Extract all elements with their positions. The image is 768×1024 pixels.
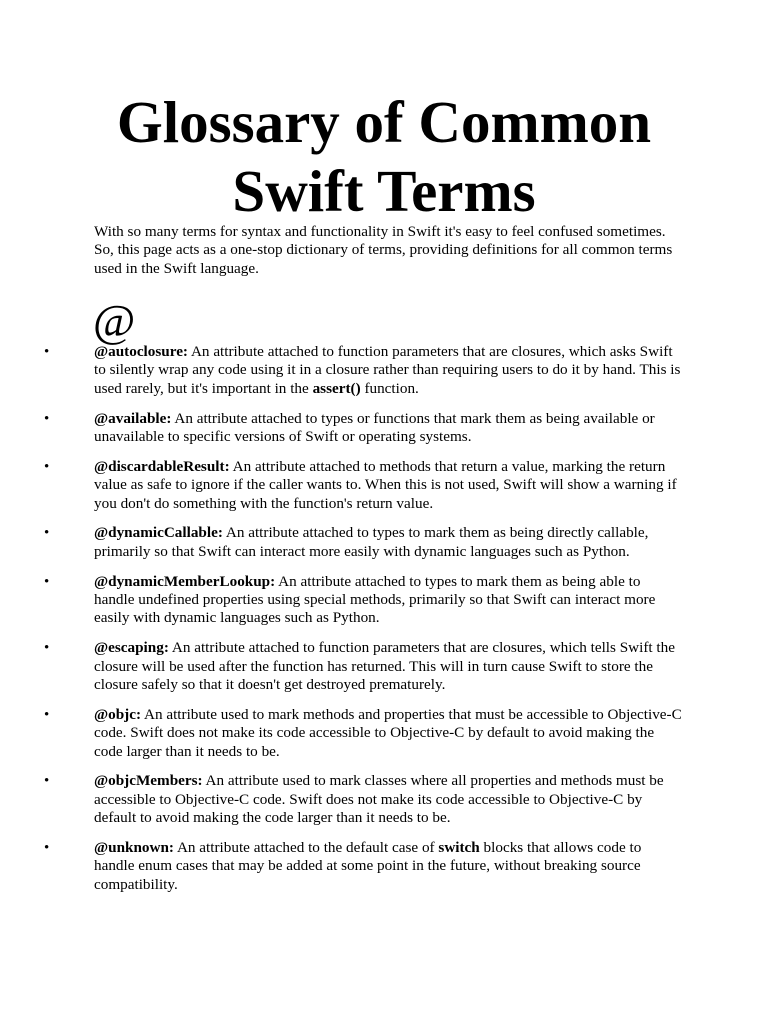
glossary-term: @autoclosure: (94, 343, 188, 360)
intro-paragraph: With so many terms for syntax and functionality in Swift it's easy to feel confused sometimes. So, this page acts as a one-stop dictionary of terms, providing definitions for all common terms used in the Swift language. (94, 223, 673, 277)
glossary-entry-dynamicmemberlookup (0, 573, 684, 628)
glossary-term: @escaping: (94, 639, 169, 657)
glossary-definition: An attribute attached to methods that return a value, marking the return value as safe to ignore if the caller wants to. When this is not used, Swift will show a warning if you don't do something with the function's return value. (94, 457, 677, 512)
glossary-definition-tail: blocks that allows code to handle enum cases that may be added at some point in the future, without breaking source compatibility. (94, 839, 642, 893)
glossary-definition: An attribute used to mark methods and properties that must be accessible to Objective-C code. Swift does not make its code accessible to Objective-C by default to avoid making the code larger than it needs to be. (94, 705, 682, 760)
bullet: • (44, 525, 50, 542)
glossary-entry-objcmembers (0, 772, 684, 827)
glossary-entry-autoclosure (0, 343, 684, 398)
glossary-definition-tail: function. (360, 379, 419, 397)
glossary-definition: An attribute attached to the default case of (173, 839, 439, 857)
page-title-line-1: Glossary of Common (116, 89, 652, 155)
page-title-line-2: Swift Terms (232, 158, 536, 224)
bullet: • (44, 344, 50, 360)
glossary-code: assert() (312, 379, 361, 397)
glossary-entry-available (0, 410, 684, 447)
glossary-term: @discardableResult: (94, 457, 230, 475)
glossary-list (0, 343, 768, 906)
glossary-entry-unknown (0, 839, 684, 894)
bullet: • (44, 706, 50, 723)
bullet: • (44, 840, 50, 857)
glossary-entry-dynamiccallable (0, 524, 684, 561)
glossary-term: @objcMembers: (94, 772, 203, 790)
bullet: • (44, 458, 50, 475)
bullet: • (44, 640, 50, 657)
glossary-definition: An attribute attached to types to mark them as being directly callable, primarily so that Swift can interact more easily with dynamic languages such as Python. (94, 524, 649, 560)
bullet: • (44, 573, 50, 590)
glossary-term: @unknown: (94, 839, 174, 857)
glossary-entry-escaping (0, 639, 684, 694)
glossary-term: @available: (94, 409, 172, 427)
bullet: • (44, 410, 50, 427)
glossary-entry-discardableresult (0, 458, 684, 513)
glossary-definition: An attribute attached to function parameters that are closures, which asks Swift to silently wrap any code using it in a closure rather than requiring users to do it by hand. This is used rarely, but it's important in the (94, 343, 681, 397)
bullet: • (44, 773, 50, 790)
glossary-definition: An attribute attached to function parameters that are closures, which tells Swift the closure will be used after the function has returned. This will in turn cause Swift to store the closure safely so that it doesn't get destroyed prematurely. (94, 639, 675, 694)
section-heading-at: @ (93, 295, 136, 346)
page-title (0, 88, 768, 226)
glossary-definition: An attribute used to mark classes where all properties and methods must be accessible to Objective-C code. Swift does not make its code accessible to Objective-C by default to avoid making the code larger than it needs to be. (94, 772, 664, 827)
glossary-definition: An attribute attached to types or functions that mark them as being available or unavailable to specific versions of Swift or operating systems. (94, 409, 655, 446)
glossary-term: @objc: (94, 705, 142, 723)
glossary-term: @dynamicMemberLookup: (94, 572, 276, 590)
glossary-definition: An attribute attached to types to mark them as being able to handle undefined properties using special methods, primarily so that Swift can interact more easily with dynamic languages such as Python. (94, 572, 656, 627)
glossary-entry-objc (0, 706, 684, 761)
glossary-term: @dynamicCallable: (94, 524, 223, 542)
glossary-code: switch (438, 839, 480, 857)
